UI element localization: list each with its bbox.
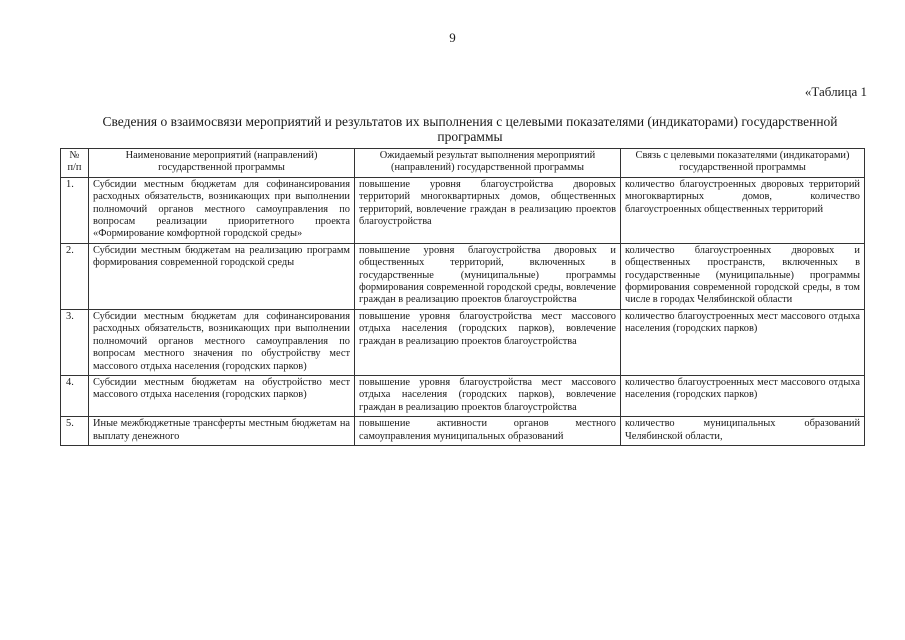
row-number: 1. — [61, 177, 89, 243]
table-row — [61, 243, 865, 309]
table-row — [61, 417, 865, 446]
indicator-link-cell: количество муниципальных образований Челябинской области, — [621, 417, 865, 446]
expected-result-cell: повышение уровня благоустройства дворовых и общественных территорий, включенных в государственные (муниципальные) программы формирования современной городской среды, вовлечение граждан в реализацию проектов благоустройства — [355, 243, 621, 309]
row-number: 4. — [61, 375, 89, 416]
column-header-number: № п/п — [61, 149, 89, 178]
table-header-row — [61, 149, 865, 178]
table-label: «Таблица 1 — [804, 84, 867, 99]
expected-result-cell: повышение уровня благоустройства мест массового отдыха населения (городских парков), вовлечение граждан в реализацию проектов благоустройства — [355, 309, 621, 375]
page-number: 9 — [449, 30, 456, 45]
measure-name-cell: Субсидии местным бюджетам на обустройство мест массового отдыха населения (городских парков) — [89, 375, 355, 416]
table-row — [61, 375, 865, 416]
indicator-link-cell: количество благоустроенных дворовых и общественных пространств, включенных в государственные (муниципальные) программы формирования современной городской среды, в том числе в городах Челябинской области — [621, 243, 865, 309]
indicator-link-cell: количество благоустроенных мест массового отдыха населения (городских парков) — [621, 309, 865, 375]
column-header-indicator-link: Связь с целевыми показателями (индикаторами) государственной программы — [621, 149, 865, 178]
measure-name-cell: Субсидии местным бюджетам для софинансирования расходных обязательств, возникающих при выполнении полномочий органов местного самоуправления по вопросам реализации приоритетного проекта «Формирование комфортной городской среды» — [89, 177, 355, 243]
expected-result-cell: повышение активности органов местного самоуправления муниципальных образований — [355, 417, 621, 446]
measure-name-cell: Субсидии местным бюджетам на реализацию программ формирования современной городской среды — [89, 243, 355, 309]
indicator-link-cell: количество благоустроенных дворовых территорий многоквартирных домов, количество благоустроенных общественных территорий — [621, 177, 865, 243]
expected-result-cell: повышение уровня благоустройства дворовых территорий многоквартирных домов, общественных территорий, вовлечение граждан в реализацию проектов благоустройства — [355, 177, 621, 243]
document-title: Сведения о взаимосвязи мероприятий и результатов их выполнения с целевыми показателями (индикаторами) государственной программы — [102, 114, 838, 144]
measure-name-cell: Субсидии местным бюджетам для софинансирования расходных обязательств, возникающих при выполнении полномочий органов местного самоуправления по вопросам местного значения по обустройству мест массового отдыха населения (городских парков) — [89, 309, 355, 375]
row-number: 3. — [61, 309, 89, 375]
measures-table — [60, 148, 865, 446]
indicator-link-cell: количество благоустроенных мест массового отдыха населения (городских парков) — [621, 375, 865, 416]
row-number: 2. — [61, 243, 89, 309]
measure-name-cell: Иные межбюджетные трансферты местным бюджетам на выплату денежного — [89, 417, 355, 446]
column-header-measure-name: Наименование мероприятий (направлений) государственной программы — [89, 149, 355, 178]
table-row — [61, 177, 865, 243]
table-row — [61, 309, 865, 375]
row-number: 5. — [61, 417, 89, 446]
expected-result-cell: повышение уровня благоустройства мест массового отдыха населения (городских парков), вовлечение граждан в реализацию проектов благоустройства — [355, 375, 621, 416]
column-header-expected-result: Ожидаемый результат выполнения мероприятий (направлений) государственной программы — [355, 149, 621, 178]
